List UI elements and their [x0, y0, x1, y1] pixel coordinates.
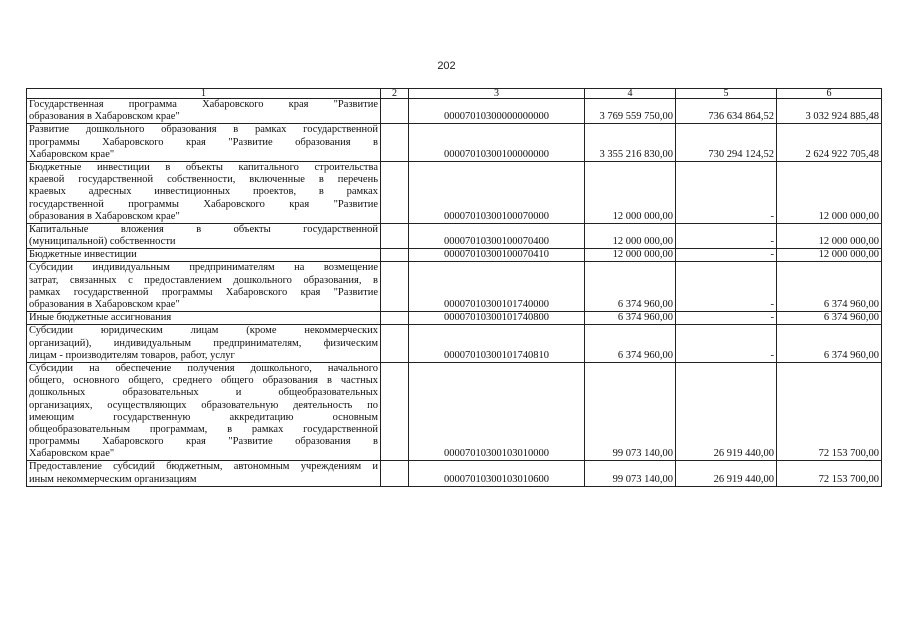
row-name-line: дошкольных образовательных и общеобразовательных: [29, 387, 378, 399]
cell-c5: 26 919 440,00: [676, 362, 777, 461]
row-name: [27, 362, 381, 461]
row-name-line: общего, основного общего, среднего общего образования в частных: [29, 375, 378, 387]
cell-c5: 26 919 440,00: [676, 461, 777, 486]
cell-c5: 736 634 864,52: [676, 99, 777, 124]
row-name-line: организаций), индивидуальным предпринимателям, физическим: [29, 337, 378, 349]
header-row: [27, 89, 882, 99]
cell-c4: 3 355 216 830,00: [585, 124, 676, 162]
header-cell-1: 1: [27, 89, 381, 99]
row-name: [27, 249, 381, 262]
row-name-line: организациях, осуществляющих образовательную деятельность по: [29, 399, 378, 411]
cell-c2: [381, 249, 409, 262]
row-name: [27, 262, 381, 312]
cell-c4: 6 374 960,00: [585, 262, 676, 312]
cell-c4: 3 769 559 750,00: [585, 99, 676, 124]
cell-c2: [381, 461, 409, 486]
cell-c6: 6 374 960,00: [777, 262, 882, 312]
row-name-line: краевой государственной собственности, включенные в перечень: [29, 174, 378, 186]
cell-c4: 12 000 000,00: [585, 161, 676, 223]
cell-code: 00007010300000000000: [409, 99, 585, 124]
row-name: [27, 223, 381, 248]
cell-c2: [381, 223, 409, 248]
cell-c6: 12 000 000,00: [777, 161, 882, 223]
row-name-line: Бюджетные инвестиции в объекты капитального строительства: [29, 161, 378, 173]
row-name-line: иным некоммерческим организациям: [29, 473, 197, 485]
header-cell-5: 5: [676, 89, 777, 99]
cell-c6: 6 374 960,00: [777, 312, 882, 325]
cell-c6: 3 032 924 885,48: [777, 99, 882, 124]
row-name-line: программы Хабаровского края "Развитие образования в: [29, 136, 378, 148]
row-name-line: государственной программы Хабаровского края "Развитие: [29, 198, 378, 210]
row-name-line: краевых адресных инвестиционных проектов, в рамках: [29, 186, 378, 198]
header-cell-4: 4: [585, 89, 676, 99]
cell-c6: 6 374 960,00: [777, 325, 882, 363]
row-name-line: программы Хабаровского края "Развитие образования в: [29, 436, 378, 448]
cell-c6: 12 000 000,00: [777, 223, 882, 248]
row-name-line: Государственная программа Хабаровского края "Развитие: [29, 99, 378, 110]
table-row: [27, 124, 882, 162]
cell-c2: [381, 99, 409, 124]
cell-c6: 2 624 922 705,48: [777, 124, 882, 162]
cell-code: 00007010300100070410: [409, 249, 585, 262]
cell-c5: -: [676, 223, 777, 248]
cell-c6: 12 000 000,00: [777, 249, 882, 262]
table-row: [27, 249, 882, 262]
cell-c5: -: [676, 325, 777, 363]
cell-code: 00007010300103010000: [409, 362, 585, 461]
row-name-line: Капитальные вложения в объекты государственной: [29, 223, 378, 235]
cell-c6: 72 153 700,00: [777, 362, 882, 461]
cell-c5: -: [676, 161, 777, 223]
row-name: [27, 161, 381, 223]
row-name-line: Хабаровском крае": [29, 448, 115, 460]
table-row: [27, 362, 882, 461]
cell-c4: 6 374 960,00: [585, 312, 676, 325]
row-name-line: (муниципальной) собственности: [29, 236, 176, 248]
row-name-line: Развитие дошкольного образования в рамках государственной: [29, 124, 378, 136]
cell-c2: [381, 325, 409, 363]
table-row: [27, 99, 882, 124]
cell-code: 00007010300100000000: [409, 124, 585, 162]
cell-c4: 12 000 000,00: [585, 249, 676, 262]
cell-code: 00007010300103010600: [409, 461, 585, 486]
table-row: [27, 325, 882, 363]
header-cell-2: 2: [381, 89, 409, 99]
row-name-line: Предоставление субсидий бюджетным, автономным учреждениям и: [29, 461, 378, 473]
row-name-line: образования в Хабаровском крае": [29, 111, 180, 123]
cell-c4: 99 073 140,00: [585, 461, 676, 486]
table-row: [27, 223, 882, 248]
cell-c5: -: [676, 249, 777, 262]
row-name-line: затрат, связанных с предоставлением дошкольного образования, в: [29, 274, 378, 286]
row-name: [27, 312, 381, 325]
row-name-line: Хабаровском крае": [29, 148, 115, 160]
row-name-line: образования в Хабаровском крае": [29, 299, 180, 311]
budget-table: [26, 88, 882, 487]
row-name: [27, 124, 381, 162]
cell-c2: [381, 312, 409, 325]
table-row: [27, 161, 882, 223]
table-row: [27, 312, 882, 325]
cell-c4: 6 374 960,00: [585, 325, 676, 363]
cell-code: 00007010300101740000: [409, 262, 585, 312]
row-name-line: Иные бюджетные ассигнования: [29, 312, 172, 324]
cell-c4: 12 000 000,00: [585, 223, 676, 248]
cell-c5: -: [676, 312, 777, 325]
row-name-line: Субсидии индивидуальным предпринимателям на возмещение: [29, 262, 378, 274]
cell-code: 00007010300100070400: [409, 223, 585, 248]
cell-code: 00007010300101740800: [409, 312, 585, 325]
row-name-line: Субсидии юридическим лицам (кроме некоммерческих: [29, 325, 378, 337]
cell-c4: 99 073 140,00: [585, 362, 676, 461]
cell-c2: [381, 262, 409, 312]
cell-c6: 72 153 700,00: [777, 461, 882, 486]
header-cell-6: 6: [777, 89, 882, 99]
row-name-line: Субсидии на обеспечение получения дошкольного, начального: [29, 362, 378, 374]
row-name-line: Бюджетные инвестиции: [29, 249, 137, 261]
cell-code: 00007010300100070000: [409, 161, 585, 223]
cell-c2: [381, 161, 409, 223]
row-name: [27, 99, 381, 124]
table-row: [27, 461, 882, 486]
row-name: [27, 325, 381, 363]
row-name-line: рамках государственной программы Хабаровского края "Развитие: [29, 286, 378, 298]
cell-c2: [381, 124, 409, 162]
page-number: 202: [437, 60, 456, 72]
cell-c5: 730 294 124,52: [676, 124, 777, 162]
cell-c5: -: [676, 262, 777, 312]
row-name-line: общеобразовательным программам, в рамках государственной: [29, 423, 378, 435]
table-row: [27, 262, 882, 312]
row-name-line: лицам - производителям товаров, работ, услуг: [29, 349, 235, 361]
cell-code: 00007010300101740810: [409, 325, 585, 363]
row-name-line: образования в Хабаровском крае": [29, 210, 180, 222]
header-cell-3: 3: [409, 89, 585, 99]
row-name: [27, 461, 381, 486]
row-name-line: имеющим государственную аккредитацию основным: [29, 411, 378, 423]
cell-c2: [381, 362, 409, 461]
